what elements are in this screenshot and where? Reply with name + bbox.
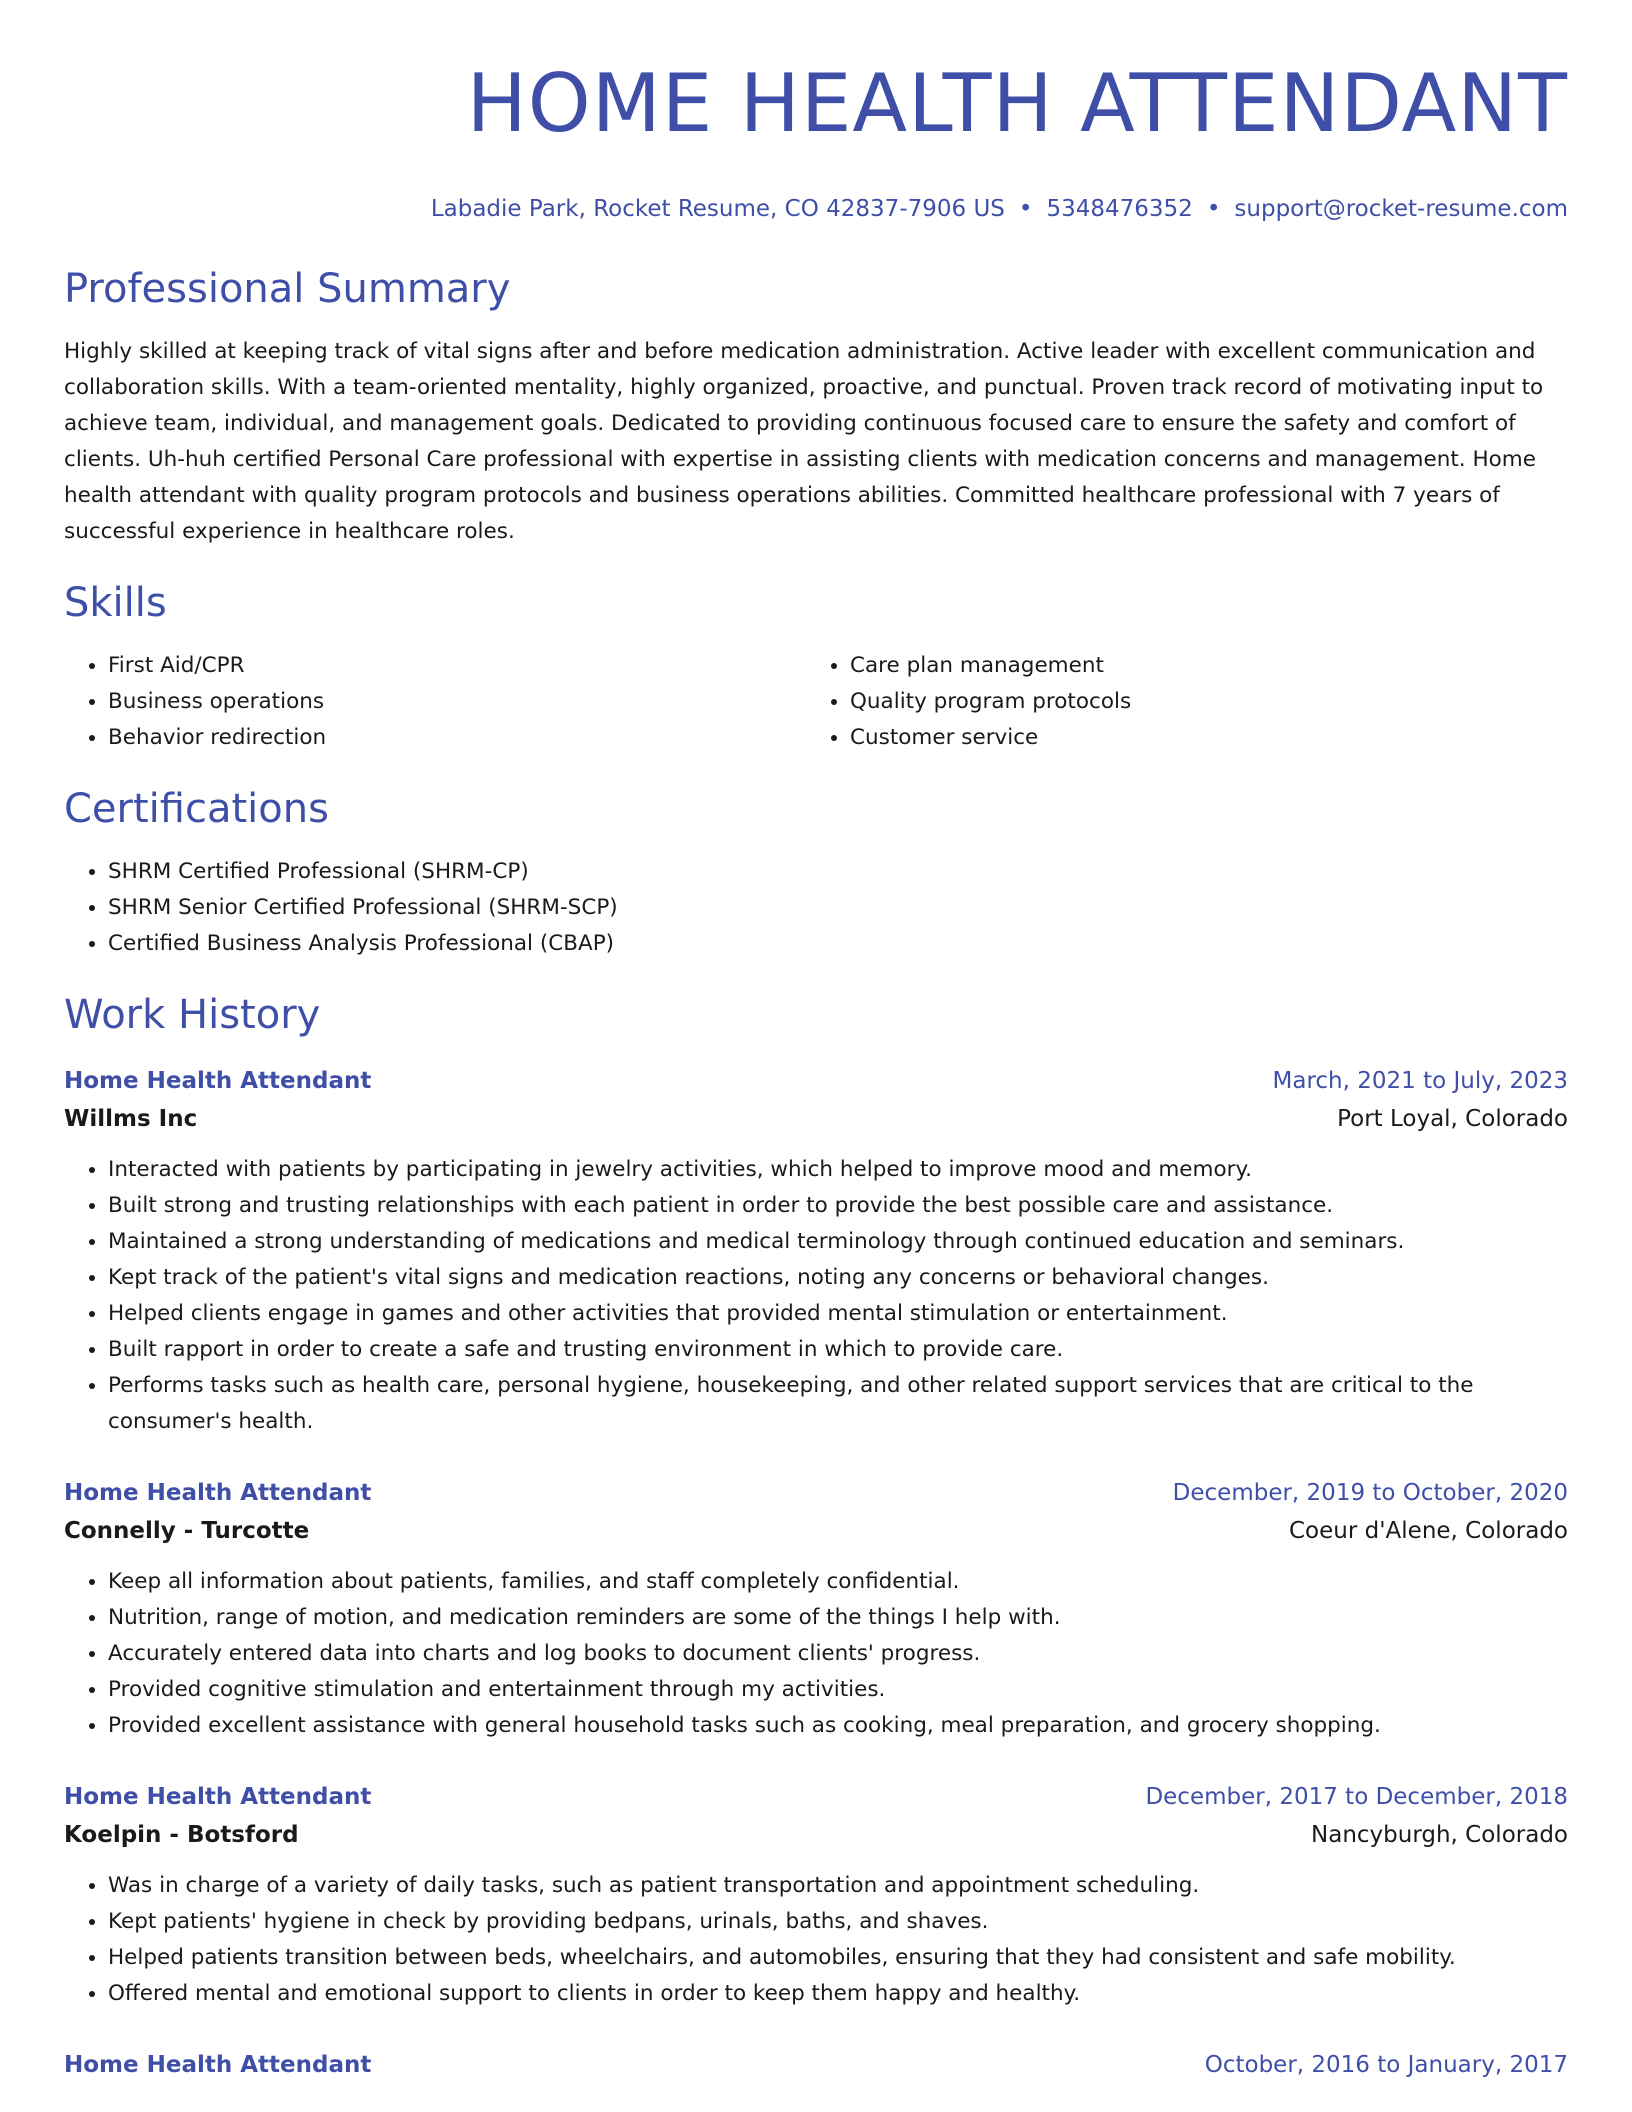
skills-column-right	[806, 648, 1548, 756]
resume-name: HOME HEALTH ATTENDANT	[466, 57, 1568, 150]
job-title: Home Health Attendant	[64, 1784, 372, 1810]
skill-item: • Care plan management	[850, 648, 1548, 684]
job-duties-list	[64, 1152, 1568, 1440]
skill-item: • Quality program protocols	[850, 684, 1548, 720]
job-company: Willms Inc	[64, 1106, 198, 1132]
job-duties-list	[64, 1868, 1568, 2012]
job-employer-row	[64, 1100, 1568, 1138]
job-header-row	[64, 1062, 1568, 1100]
job-dates: October, 2016 to January, 2017	[1204, 2052, 1568, 2078]
skill-item: • Behavior redirection	[108, 720, 806, 756]
job-company: Connelly - Turcotte	[64, 1518, 310, 1544]
job-duty: • Accurately entered data into charts and log books to document clients' progress.	[108, 1636, 1568, 1672]
job-duty: • Built strong and trusting relationships with each patient in order to provide the best possible care and assistance.	[108, 1188, 1568, 1224]
resume-page	[64, 0, 1568, 2084]
job-employer-row	[64, 1816, 1568, 1854]
certification-item: • Certified Business Analysis Professional (CBAP)	[108, 926, 1568, 962]
job-duty: • Provided cognitive stimulation and entertainment through my activities.	[108, 1672, 1568, 1708]
job-duty: • Helped clients engage in games and other activities that provided mental stimulation or entertainment.	[108, 1296, 1568, 1332]
summary-text: Highly skilled at keeping track of vital signs after and before medication administration. Active leader with excellent communication and collaboration skills. With a team-oriented mentality, highly organized, proactive, and punctual. Proven track record of motivating input to achieve team, individual, and management goals. Dedicated to providing continuous focused care to ensure the safety and comfort of clients. Uh-huh certified Personal Care professional with expertise in assisting clients with medication concerns and management. Home health attendant with quality program protocols and business operations abilities. Committed healthcare professional with 7 years of successful experience in healthcare roles.	[64, 339, 1544, 544]
job-employer-row	[64, 1512, 1568, 1550]
certifications-list	[64, 854, 1568, 962]
job-duty: • Provided excellent assistance with general household tasks such as cooking, meal preparation, and grocery shopping.	[108, 1708, 1568, 1744]
contact-separator: •	[1206, 196, 1221, 222]
job-header-row	[64, 1474, 1568, 1512]
contact-line	[64, 194, 1568, 224]
job-company: Koelpin - Botsford	[64, 1822, 299, 1848]
job-duty: • Kept patients' hygiene in check by providing bedpans, urinals, baths, and shaves.	[108, 1904, 1568, 1940]
job-entry	[64, 1474, 1568, 1744]
job-title: Home Health Attendant	[64, 1068, 372, 1094]
skill-item: • First Aid/CPR	[108, 648, 806, 684]
skills-column-left	[64, 648, 806, 756]
job-location: Nancyburgh, Colorado	[1311, 1822, 1568, 1848]
job-duty: • Helped patients transition between beds, wheelchairs, and automobiles, ensuring that they had consistent and safe mobility.	[108, 1940, 1568, 1976]
certifications-heading: Certifications	[64, 786, 329, 832]
job-dates: December, 2019 to October, 2020	[1172, 1480, 1568, 1506]
job-title: Home Health Attendant	[64, 1480, 372, 1506]
job-location: Port Loyal, Colorado	[1337, 1106, 1568, 1132]
contact-email[interactable]: support@rocket-resume.com	[1234, 196, 1568, 222]
contact-address: Labadie Park, Rocket Resume, CO 42837-7906 US	[430, 196, 1005, 222]
job-location: Coeur d'Alene, Colorado	[1289, 1518, 1568, 1544]
certification-item: • SHRM Senior Certified Professional (SHRM-SCP)	[108, 890, 1568, 926]
job-title: Home Health Attendant	[64, 2052, 372, 2078]
job-duty: • Built rapport in order to create a safe and trusting environment in which to provide care.	[108, 1332, 1568, 1368]
job-entry	[64, 1778, 1568, 2012]
job-duty: • Kept track of the patient's vital signs and medication reactions, noting any concerns or behavioral changes.	[108, 1260, 1568, 1296]
certification-item: • SHRM Certified Professional (SHRM-CP)	[108, 854, 1568, 890]
job-duty: • Nutrition, range of motion, and medication reminders are some of the things I help with.	[108, 1600, 1568, 1636]
job-duty: • Keep all information about patients, families, and staff completely confidential.	[108, 1564, 1568, 1600]
skill-item: • Business operations	[108, 684, 806, 720]
job-header-row	[64, 1778, 1568, 1816]
job-duty: • Was in charge of a variety of daily tasks, such as patient transportation and appointment scheduling.	[108, 1868, 1568, 1904]
skill-item: • Customer service	[850, 720, 1548, 756]
skills-heading: Skills	[64, 580, 167, 626]
job-entry	[64, 1062, 1568, 1440]
job-dates: March, 2021 to July, 2023	[1272, 1068, 1568, 1094]
skills-list	[64, 648, 1568, 756]
contact-phone: 5348476352	[1046, 196, 1193, 222]
job-entry	[64, 2046, 1568, 2084]
job-duty: • Offered mental and emotional support to clients in order to keep them happy and healthy.	[108, 1976, 1568, 2012]
summary-heading: Professional Summary	[64, 266, 511, 312]
contact-separator: •	[1018, 196, 1033, 222]
job-duties-list	[64, 1564, 1568, 1744]
job-duty: • Maintained a strong understanding of medications and medical terminology through continued education and seminars.	[108, 1224, 1568, 1260]
work-history-heading: Work History	[64, 992, 321, 1038]
job-dates: December, 2017 to December, 2018	[1145, 1784, 1568, 1810]
job-duty: • Performs tasks such as health care, personal hygiene, housekeeping, and other related support services that are critical to the consumer's health.	[108, 1368, 1568, 1440]
job-header-row	[64, 2046, 1568, 2084]
job-duty: • Interacted with patients by participating in jewelry activities, which helped to improve mood and memory.	[108, 1152, 1568, 1188]
